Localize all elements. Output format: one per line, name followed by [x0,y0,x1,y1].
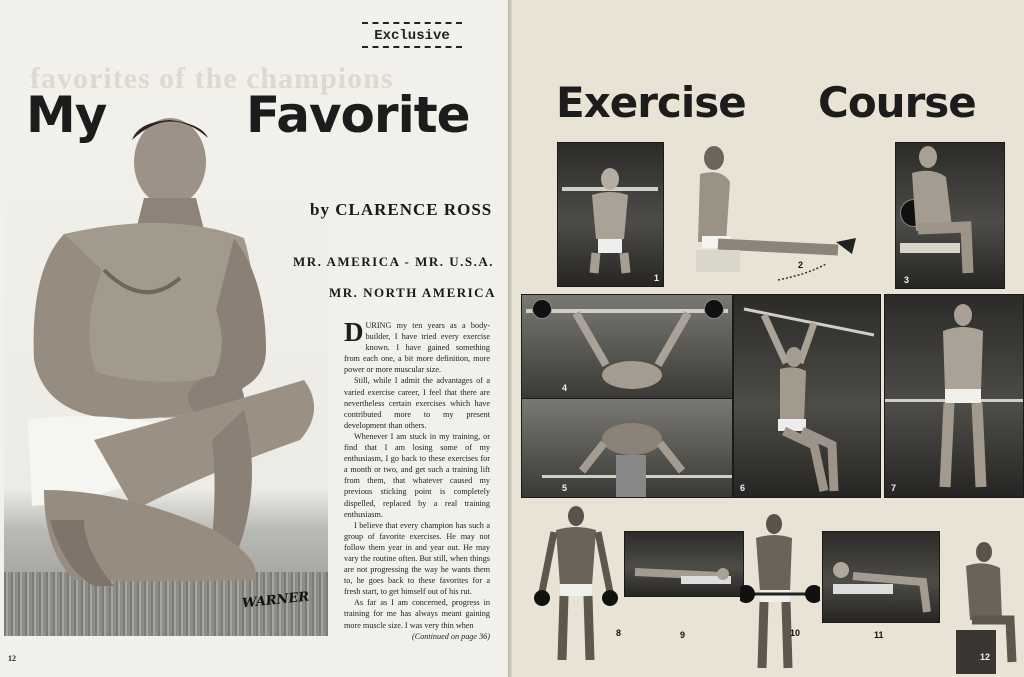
exercise-photo-4 [521,294,733,400]
author-titles-line-1: MR. AMERICA - MR. U.S.A. [293,254,495,269]
photo-number-5: 5 [562,483,568,493]
exercise-photo-5 [521,398,733,498]
title-word-exercise: Exercise [556,78,746,127]
photo-number-12: 12 [980,652,991,662]
paragraph-3: Whenever I am stuck in my training, or find that I am losing some of my enthusiasm, I go back to these exercises for a month or two, and get such a training lift from them, that whatever caused my previous sticking point is completely dispelled, replaced by a real training enthusiasm. [344,431,490,519]
ghost-show-through-text: favorites of the champions [30,62,394,95]
crouching-bodybuilder-figure [4,110,328,636]
exercise-photo-9 [624,531,744,597]
author-byline: by CLARENCE ROSS [310,200,493,219]
continued-note: (Continued on page 36) [412,631,490,641]
photo-number-6: 6 [740,483,746,493]
photo-number-8: 8 [616,628,622,638]
page-number: 12 [8,654,16,663]
paragraph-4: I believe that every champion has such a group of favorite exercises. He may not follow them year in and year out. He may vary the routine often. But still, when things are not progressing the way he wants them to, he goes back to these favorites for a fresh start, to get himself out of his rut. [344,520,490,597]
exclusive-tag: Exclusive [362,22,462,48]
photo-number-7: 7 [891,483,897,493]
left-page [0,0,510,677]
exercise-photo-3 [895,142,1005,289]
bodybuilder-photo [4,110,328,636]
title-word-favorite: Favorite [246,86,470,144]
photo-number-9: 9 [680,630,686,640]
artist-signature: WARNER [241,589,310,612]
paragraph-5: As far as I am concerned, progress in training for me has always meant gaining more muscle size. I was very thin when [344,598,490,630]
photo-number-4: 4 [562,383,568,393]
exercise-photo-11 [822,531,940,623]
photo-number-10: 10 [790,628,801,638]
photo-number-3: 3 [904,275,910,285]
exercise-photo-2 [678,142,864,287]
photo-number-1: 1 [653,273,659,283]
exercise-photo-6 [733,294,881,498]
title-word-my: My [26,86,107,144]
photo-number-11: 11 [874,630,884,640]
paragraph-1 [344,317,490,375]
author-titles-line-2: MR. NORTH AMERICA [329,285,496,300]
exercise-photo-10 [740,510,820,674]
exercise-photo-1 [557,142,664,287]
drop-cap: D [344,317,364,347]
exercise-photo-7 [884,294,1024,498]
paragraph-1-text: URING my ten years as a body-builder, I have tried every exercise known. I have gained something from each one, a bit more definition, more power or more muscular size. [344,321,490,375]
exercise-photo-8 [532,502,622,668]
photo-number-2: 2 [798,260,804,270]
paragraph-2: Still, while I admit the advantages of a varied exercise career, I feel that there are nevertheless certain exercises which have contributed more to my present development than others. [344,376,490,430]
exercise-photo-12 [950,540,1024,676]
title-word-course: Course [818,78,976,127]
article-body [344,317,490,642]
right-page [512,0,1024,677]
